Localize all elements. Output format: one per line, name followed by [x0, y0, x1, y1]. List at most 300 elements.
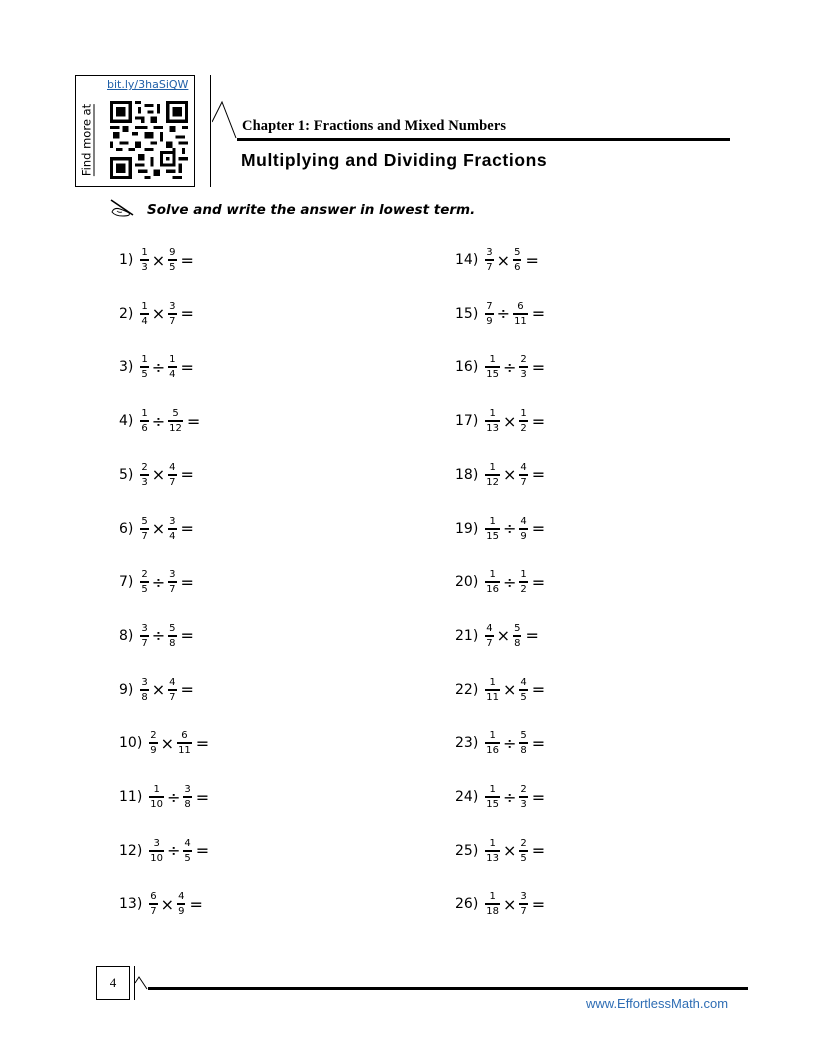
- numerator: 1: [141, 300, 148, 312]
- fraction: [519, 462, 527, 488]
- operator: ÷: [503, 357, 517, 377]
- denominator: 7: [141, 530, 148, 542]
- footer-rule: [148, 987, 748, 990]
- numerator: 4: [520, 461, 527, 473]
- numerator: 1: [141, 408, 148, 420]
- numerator: 1: [141, 354, 148, 366]
- problem-number: 12): [119, 842, 143, 859]
- denominator: 3: [520, 799, 527, 810]
- fraction-bar: [485, 474, 500, 476]
- numerator: 5: [514, 622, 521, 634]
- equals-sign: =: [180, 680, 194, 700]
- problem-item: [455, 455, 545, 495]
- problem-item: [119, 831, 209, 871]
- fraction: [519, 516, 527, 542]
- problem-number: 19): [455, 520, 479, 537]
- equals-sign: =: [531, 411, 546, 431]
- problem-item: [455, 777, 545, 817]
- numerator: 1: [489, 784, 496, 795]
- page-title: Multiplying and Dividing Fractions: [241, 150, 548, 170]
- fraction-bar: [183, 850, 191, 852]
- operator: ×: [503, 411, 517, 431]
- numerator: 4: [520, 676, 527, 688]
- problem-number: 16): [455, 359, 479, 376]
- numerator: 3: [184, 784, 191, 795]
- equals-sign: =: [195, 733, 210, 753]
- fraction: [140, 354, 148, 380]
- problem-item: [455, 670, 545, 710]
- fraction-bar: [168, 528, 176, 530]
- numerator: 4: [169, 676, 176, 688]
- fraction: [513, 301, 528, 327]
- operator: ×: [503, 680, 517, 700]
- denominator: 2: [520, 584, 527, 596]
- fraction: [519, 408, 527, 434]
- numerator: 1: [489, 354, 496, 366]
- equals-sign: =: [525, 626, 539, 646]
- denominator: 7: [486, 637, 493, 649]
- fraction: [177, 730, 192, 756]
- equals-sign: =: [189, 894, 203, 914]
- fraction-bar: [140, 581, 148, 583]
- equals-sign: =: [531, 357, 546, 377]
- fraction-bar: [177, 742, 192, 744]
- numerator: 3: [169, 569, 176, 581]
- fraction-bar: [168, 635, 176, 637]
- numerator: 4: [169, 461, 176, 473]
- problem-item: [119, 347, 194, 387]
- denominator: 16: [486, 584, 500, 596]
- fraction-bar: [485, 850, 500, 852]
- fraction: [140, 462, 148, 488]
- equals-sign: =: [180, 304, 194, 324]
- header-divider: [210, 75, 211, 187]
- denominator: 7: [169, 315, 176, 327]
- fraction: [168, 569, 176, 595]
- denominator: 5: [141, 369, 148, 381]
- denominator: 3: [141, 262, 148, 273]
- instruction-text: Solve and write the answer in lowest term.: [147, 202, 476, 218]
- problem-number: 7): [119, 574, 134, 591]
- equals-sign: =: [180, 519, 194, 538]
- numerator: 1: [489, 730, 496, 742]
- footer-website-link[interactable]: www.EffortlessMath.com: [586, 996, 729, 1011]
- problem-item: [455, 401, 545, 441]
- fraction-bar: [168, 581, 176, 583]
- fraction-bar: [140, 313, 148, 315]
- fraction: [168, 623, 176, 649]
- fraction: [485, 516, 500, 542]
- fraction-bar: [485, 313, 493, 315]
- operator: ÷: [167, 787, 181, 807]
- operator: ×: [160, 894, 175, 914]
- operator: ×: [151, 465, 166, 485]
- problem-number: 1): [119, 252, 134, 268]
- fraction-bar: [485, 635, 493, 637]
- fraction-bar: [485, 903, 500, 905]
- fraction-bar: [149, 742, 157, 744]
- denominator: 8: [514, 637, 521, 649]
- problem-number: 13): [119, 896, 143, 913]
- fraction: [140, 677, 148, 703]
- denominator: 9: [178, 906, 185, 918]
- problem-number: 9): [119, 681, 134, 698]
- problem-item: [119, 723, 209, 763]
- fraction-bar: [519, 581, 527, 583]
- fraction: [183, 784, 191, 810]
- fraction-bar: [168, 474, 176, 476]
- fraction-bar: [149, 903, 157, 905]
- header-zigzag-ornament: [212, 100, 242, 140]
- fraction-bar: [485, 581, 500, 583]
- denominator: 7: [169, 691, 176, 703]
- operator: ÷: [151, 411, 166, 431]
- denominator: 11: [486, 691, 500, 703]
- denominator: 12: [169, 423, 182, 435]
- denominator: 8: [169, 637, 176, 649]
- numerator: 1: [141, 247, 148, 258]
- problem-number: 8): [119, 627, 134, 644]
- operator: ÷: [151, 357, 166, 377]
- qr-panel: [75, 75, 195, 187]
- fraction: [140, 569, 148, 595]
- fraction-bar: [183, 796, 191, 798]
- denominator: 6: [141, 423, 148, 435]
- operator: ÷: [496, 304, 511, 324]
- fraction: [168, 408, 183, 434]
- fraction: [485, 408, 500, 434]
- fraction-bar: [513, 259, 521, 261]
- equals-sign: =: [180, 465, 194, 485]
- equals-sign: =: [195, 787, 210, 807]
- operator: ÷: [167, 841, 181, 861]
- operator: ×: [496, 626, 511, 646]
- operator: ×: [151, 680, 166, 700]
- fraction: [140, 301, 148, 327]
- denominator: 8: [141, 691, 148, 703]
- fraction-bar: [519, 366, 527, 368]
- problem-number: 20): [455, 574, 479, 591]
- numerator: 1: [153, 784, 160, 795]
- problem-number: 23): [455, 735, 479, 752]
- fraction-bar: [519, 742, 527, 744]
- fraction-bar: [485, 366, 500, 368]
- fraction-bar: [140, 420, 148, 422]
- fraction-bar: [485, 420, 500, 422]
- fraction-bar: [168, 420, 183, 422]
- denominator: 16: [486, 745, 500, 757]
- fraction-bar: [485, 742, 500, 744]
- operator: ×: [151, 304, 166, 324]
- fraction-bar: [168, 259, 176, 261]
- problem-item: [455, 884, 545, 924]
- qr-short-link[interactable]: bit.ly/3haSiQW: [107, 78, 189, 91]
- denominator: 11: [514, 315, 527, 327]
- problem-item: [455, 509, 545, 549]
- equals-sign: =: [531, 465, 546, 485]
- numerator: 9: [169, 247, 176, 258]
- fraction-bar: [519, 528, 527, 530]
- problem-item: [119, 777, 209, 817]
- numerator: 3: [486, 247, 493, 258]
- denominator: 4: [141, 315, 148, 327]
- numerator: 1: [489, 569, 496, 581]
- fraction: [519, 891, 527, 917]
- numerator: 1: [489, 837, 496, 849]
- denominator: 7: [169, 584, 176, 596]
- equals-sign: =: [195, 841, 210, 861]
- problem-item: [455, 347, 545, 387]
- denominator: 7: [169, 476, 176, 488]
- fraction-bar: [519, 903, 527, 905]
- operator: ×: [496, 250, 511, 270]
- fraction-bar: [177, 903, 185, 905]
- problem-number: 10): [119, 735, 143, 752]
- numerator: 5: [141, 515, 148, 527]
- fraction: [149, 891, 157, 917]
- fraction: [519, 569, 527, 595]
- pencil-writing-icon: [109, 198, 137, 218]
- numerator: 2: [520, 784, 527, 795]
- denominator: 12: [486, 476, 500, 488]
- operator: ×: [503, 841, 517, 861]
- numerator: 1: [520, 408, 527, 420]
- problem-number: 22): [455, 681, 479, 698]
- fraction: [168, 247, 176, 273]
- fraction: [519, 354, 527, 380]
- numerator: 2: [520, 837, 527, 849]
- denominator: 5: [520, 691, 527, 703]
- numerator: 2: [141, 569, 148, 581]
- denominator: 8: [184, 799, 191, 810]
- denominator: 5: [520, 852, 527, 864]
- numerator: 2: [141, 461, 148, 473]
- denominator: 10: [150, 799, 164, 810]
- fraction: [519, 677, 527, 703]
- denominator: 3: [520, 369, 527, 381]
- problem-item: [119, 562, 194, 602]
- fraction: [485, 838, 500, 864]
- fraction: [149, 838, 164, 864]
- denominator: 7: [141, 637, 148, 649]
- problem-item: [455, 240, 539, 280]
- numerator: 1: [169, 354, 176, 366]
- fraction-bar: [140, 474, 148, 476]
- equals-sign: =: [531, 841, 546, 861]
- numerator: 5: [172, 408, 179, 420]
- denominator: 4: [169, 369, 176, 381]
- denominator: 9: [520, 530, 527, 542]
- equals-sign: =: [180, 250, 194, 270]
- fraction-bar: [519, 420, 527, 422]
- fraction: [485, 301, 493, 327]
- fraction: [485, 462, 500, 488]
- denominator: 10: [150, 852, 164, 864]
- fraction-bar: [149, 796, 164, 798]
- problem-number: 6): [119, 520, 134, 537]
- denominator: 13: [486, 852, 500, 864]
- fraction: [485, 730, 500, 756]
- numerator: 1: [489, 408, 496, 420]
- fraction: [513, 623, 521, 649]
- numerator: 2: [150, 730, 157, 742]
- equals-sign: =: [531, 304, 546, 324]
- problem-number: 14): [455, 252, 479, 268]
- operator: ÷: [503, 519, 517, 538]
- problem-number: 15): [455, 305, 479, 322]
- equals-sign: =: [531, 519, 546, 538]
- numerator: 5: [520, 730, 527, 742]
- denominator: 8: [520, 745, 527, 757]
- problem-item: [455, 616, 539, 656]
- equals-sign: =: [531, 572, 546, 592]
- equals-sign: =: [180, 626, 194, 646]
- problem-number: 4): [119, 413, 134, 430]
- problem-item: [455, 562, 545, 602]
- equals-sign: =: [525, 250, 539, 270]
- fraction: [140, 408, 148, 434]
- numerator: 3: [520, 891, 527, 903]
- fraction: [485, 623, 493, 649]
- fraction: [519, 838, 527, 864]
- chapter-heading: Chapter 1: Fractions and Mixed Numbers: [242, 118, 507, 134]
- qr-code-icon[interactable]: [110, 101, 188, 179]
- numerator: 3: [141, 622, 148, 634]
- fraction-bar: [513, 313, 528, 315]
- denominator: 15: [486, 369, 500, 381]
- equals-sign: =: [531, 894, 546, 914]
- numerator: 1: [520, 569, 527, 581]
- numerator: 6: [517, 300, 524, 312]
- problem-number: 26): [455, 896, 479, 913]
- fraction: [177, 891, 185, 917]
- denominator: 3: [141, 476, 148, 488]
- fraction: [149, 784, 164, 810]
- header-rule: [237, 138, 730, 141]
- fraction: [140, 516, 148, 542]
- denominator: 18: [486, 906, 500, 918]
- fraction-bar: [519, 689, 527, 691]
- numerator: 1: [489, 891, 496, 903]
- denominator: 6: [514, 262, 521, 273]
- denominator: 7: [150, 906, 157, 918]
- denominator: 5: [184, 852, 191, 864]
- fraction-bar: [140, 689, 148, 691]
- problem-item: [119, 884, 203, 924]
- fraction: [168, 516, 176, 542]
- fraction: [485, 569, 500, 595]
- numerator: 1: [489, 676, 496, 688]
- problem-number: 24): [455, 789, 479, 805]
- problem-number: 11): [119, 789, 143, 805]
- fraction-bar: [140, 259, 148, 261]
- equals-sign: =: [186, 411, 201, 431]
- footer-zigzag-ornament: [135, 975, 149, 991]
- numerator: 6: [150, 891, 157, 903]
- denominator: 15: [486, 799, 500, 810]
- operator: ×: [503, 465, 517, 485]
- denominator: 15: [486, 530, 500, 542]
- numerator: 4: [520, 515, 527, 527]
- numerator: 5: [169, 622, 176, 634]
- problem-item: [119, 401, 200, 441]
- fraction: [485, 891, 500, 917]
- numerator: 4: [178, 891, 185, 903]
- numerator: 4: [486, 622, 493, 634]
- fraction: [149, 730, 157, 756]
- fraction: [140, 623, 148, 649]
- denominator: 5: [169, 262, 176, 273]
- fraction-bar: [485, 689, 500, 691]
- denominator: 4: [169, 530, 176, 542]
- operator: ÷: [151, 626, 166, 646]
- problem-number: 21): [455, 627, 479, 644]
- problem-item: [455, 294, 545, 334]
- page-number-box: [96, 966, 130, 1000]
- operator: ×: [151, 519, 166, 538]
- fraction-bar: [485, 528, 500, 530]
- fraction: [485, 677, 500, 703]
- problem-item: [119, 616, 194, 656]
- fraction-bar: [149, 850, 164, 852]
- fraction-bar: [519, 474, 527, 476]
- fraction: [519, 784, 527, 810]
- fraction: [485, 784, 500, 810]
- fraction: [183, 838, 191, 864]
- fraction-bar: [519, 796, 527, 798]
- equals-sign: =: [531, 733, 546, 753]
- numerator: 1: [489, 461, 496, 473]
- fraction: [168, 677, 176, 703]
- numerator: 2: [520, 354, 527, 366]
- fraction-bar: [485, 796, 500, 798]
- fraction-bar: [140, 635, 148, 637]
- denominator: 7: [520, 906, 527, 918]
- problem-item: [119, 455, 194, 495]
- numerator: 3: [153, 837, 160, 849]
- problem-number: 5): [119, 466, 134, 483]
- fraction: [519, 730, 527, 756]
- fraction: [168, 301, 176, 327]
- numerator: 1: [489, 515, 496, 527]
- fraction: [168, 462, 176, 488]
- problem-number: 2): [119, 305, 134, 322]
- operator: ×: [160, 733, 175, 753]
- fraction: [513, 247, 521, 273]
- operator: ×: [503, 894, 517, 914]
- problem-number: 18): [455, 466, 479, 483]
- problem-item: [119, 670, 194, 710]
- operator: ×: [151, 250, 166, 270]
- problem-item: [119, 294, 194, 334]
- numerator: 3: [169, 300, 176, 312]
- fraction-bar: [168, 689, 176, 691]
- problem-item: [455, 723, 545, 763]
- fraction-bar: [168, 366, 176, 368]
- denominator: 9: [486, 315, 493, 327]
- problem-number: 3): [119, 359, 134, 376]
- fraction: [485, 354, 500, 380]
- fraction: [485, 247, 493, 273]
- equals-sign: =: [531, 680, 546, 700]
- denominator: 2: [520, 423, 527, 435]
- fraction: [168, 354, 176, 380]
- fraction-bar: [140, 366, 148, 368]
- fraction-bar: [519, 850, 527, 852]
- numerator: 6: [181, 730, 188, 742]
- operator: ÷: [151, 572, 166, 592]
- operator: ÷: [503, 572, 517, 592]
